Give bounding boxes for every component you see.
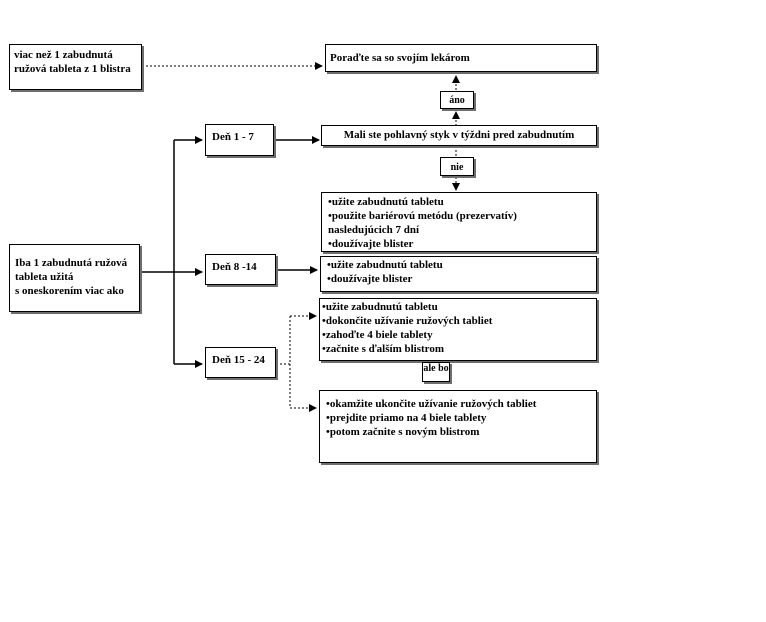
box-instructions-day15-option1 xyxy=(319,298,597,361)
box-instructions-day1 xyxy=(321,192,597,252)
box-line: •užite zabudnutú tabletu xyxy=(327,259,443,271)
label-line: ale xyxy=(423,363,436,374)
box-question-intercourse xyxy=(321,125,597,146)
box-more-than-one-forgotten xyxy=(9,44,142,90)
box-text: Mali ste pohlavný styk v týždni pred zabudnutím xyxy=(343,129,575,141)
box-line: ružová tableta z 1 blistra xyxy=(14,63,131,75)
box-line: •užite zabudnutú tabletu xyxy=(328,196,444,208)
box-text: Deň 8 -14 xyxy=(212,261,257,273)
box-line: •okamžite ukončite užívanie ružových tabliet xyxy=(326,398,537,410)
box-line: •doužívajte blister xyxy=(328,238,414,250)
box-instructions-day8 xyxy=(320,256,597,292)
box-text: Deň 1 - 7 xyxy=(212,131,254,143)
box-day-1-7 xyxy=(205,124,274,156)
box-line: •prejdite priamo na 4 biele tablety xyxy=(326,412,487,424)
box-text: Deň 15 - 24 xyxy=(212,354,265,366)
label-alebo xyxy=(422,362,450,382)
label-nie xyxy=(440,157,474,176)
box-line: •použite bariérovú metódu (prezervatív) xyxy=(328,210,517,222)
label-text: nie xyxy=(450,162,464,173)
box-line: •začnite s ďalším blistrom xyxy=(322,343,445,355)
box-only-one-forgotten xyxy=(9,244,140,312)
label-text: áno xyxy=(449,95,465,106)
box-line: •zahoďte 4 biele tablety xyxy=(322,329,433,341)
box-line: viac než 1 zabudnutá xyxy=(14,49,113,61)
box-line: •užite zabudnutú tabletu xyxy=(322,301,438,313)
box-line: s oneskorením viac ako xyxy=(15,285,124,297)
box-consult-doctor xyxy=(325,44,597,72)
box-line: Iba 1 zabudnutá ružová xyxy=(15,257,128,269)
box-day-8-14 xyxy=(205,254,276,285)
box-line: •doužívajte blister xyxy=(327,273,413,285)
box-line: tableta užitá xyxy=(15,271,74,283)
label-line: bo xyxy=(438,363,449,374)
box-line: nasledujúcich 7 dní xyxy=(328,224,420,236)
box-line: •dokončite užívanie ružových tabliet xyxy=(322,315,493,327)
label-ano xyxy=(440,91,474,109)
box-text: Poraďte sa so svojím lekárom xyxy=(330,52,470,64)
box-instructions-day15-option2 xyxy=(319,390,597,463)
box-line: •potom začnite s novým blistrom xyxy=(326,426,480,438)
box-day-15-24 xyxy=(205,347,276,378)
